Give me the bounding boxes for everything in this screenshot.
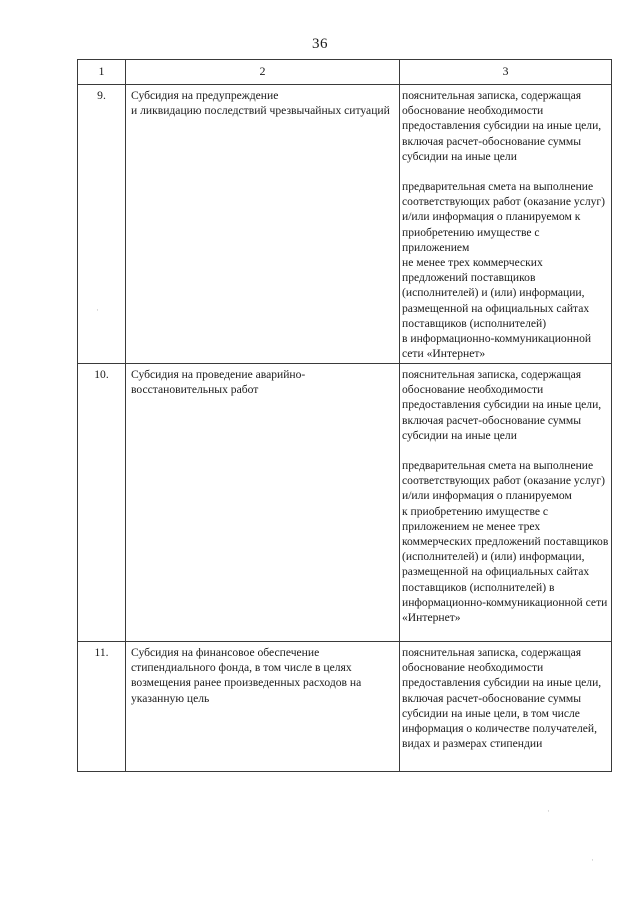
required-documents	[400, 642, 612, 772]
scan-speck: ·	[96, 305, 99, 315]
row-number: 9.	[78, 85, 126, 364]
scan-speck: ·	[547, 806, 550, 816]
table-row	[78, 364, 612, 642]
document-paragraph: пояснительная записка, содержащая обоснование необходимости предоставления субсидии на иные цели, включая расчет-обоснование суммы субсидии на иные цели	[402, 368, 602, 442]
row-number: 11.	[78, 642, 126, 772]
column-header-2: 2	[126, 60, 400, 85]
table-row	[78, 85, 612, 364]
document-paragraph: пояснительная записка, содержащая обоснование необходимости предоставления субсидии на иные цели, включая расчет-обоснование суммы субсидии на иные цели	[402, 89, 602, 163]
table-header-row	[78, 60, 612, 85]
subsidy-documents-table	[77, 59, 612, 772]
column-header-1: 1	[78, 60, 126, 85]
row-number: 10.	[78, 364, 126, 642]
required-documents	[400, 85, 612, 364]
subsidy-name: Субсидия на проведение аварийно-восстановительных работ	[126, 364, 400, 642]
required-documents	[400, 364, 612, 642]
document-paragraph: предварительная смета на выполнение соответствующих работ (оказание услуг) и/или информация о планируемом к приобретению имуществе с приложением не менее трех коммерческих предложений поставщиков (исполнителей) и (или) информации, размещенной на официальных сайтах поставщиков (исполнителей) в информационно-коммуникационной сети «Интернет»	[402, 459, 609, 625]
document-paragraph: пояснительная записка, содержащая обоснование необходимости предоставления субсидии на иные цели, включая расчет-обоснование суммы субсидии на иные цели, в том числе информация о количестве получателей, видах и размерах стипендии	[402, 646, 602, 751]
column-header-3: 3	[400, 60, 612, 85]
table-row	[78, 642, 612, 772]
subsidy-name: Субсидия на финансовое обеспечение стипендиального фонда, в том числе в целях возмещения ранее произведенных расходов на указанную цель	[126, 642, 400, 772]
scan-speck: ·	[591, 855, 594, 865]
page-number: 36	[312, 36, 328, 52]
subsidy-name: Субсидия на предупреждение и ликвидацию последствий чрезвычайных ситуаций	[126, 85, 400, 364]
document-paragraph: предварительная смета на выполнение соответствующих работ (оказание услуг) и/или информация о планируемом к приобретению имуществе с приложением не менее трех коммерческих предложений поставщиков (исполнителей) и (или) информации, размещенной на официальных сайтах поставщиков (исполнителей) в информационно-коммуникационной сети «Интернет»	[402, 180, 606, 361]
